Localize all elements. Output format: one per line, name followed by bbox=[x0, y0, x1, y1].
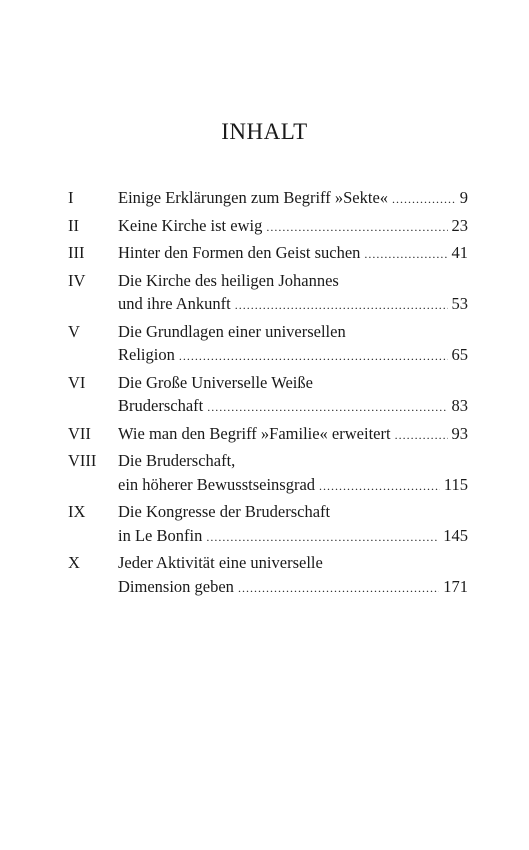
toc-entry bbox=[68, 449, 468, 498]
toc-entry bbox=[68, 320, 468, 369]
chapter-title-text: Die Große Universelle Weiße bbox=[118, 372, 313, 392]
chapter-title bbox=[118, 449, 468, 498]
page-number: 23 bbox=[451, 215, 468, 235]
chapter-title-text: Religion bbox=[118, 345, 175, 364]
chapter-title-line bbox=[118, 394, 468, 420]
chapter-title-line bbox=[118, 575, 468, 601]
chapter-title bbox=[118, 371, 468, 420]
chapter-numeral: X bbox=[68, 553, 80, 572]
toc-entry bbox=[68, 214, 468, 240]
chapter-title-line bbox=[118, 500, 468, 524]
toc-entry bbox=[68, 422, 468, 448]
chapter-title-line bbox=[118, 524, 468, 550]
chapter-title-text: Bruderschaft bbox=[118, 396, 204, 415]
dot-leader bbox=[395, 424, 448, 448]
chapter-numeral: IV bbox=[68, 270, 86, 290]
chapter-numeral: III bbox=[68, 243, 85, 262]
dot-leader bbox=[179, 345, 448, 369]
page-number: 145 bbox=[443, 525, 468, 545]
chapter-title bbox=[118, 214, 468, 240]
toc-entry bbox=[68, 500, 468, 549]
chapter-title-text: Die Kirche des heiligen Johannes bbox=[118, 270, 339, 290]
dot-leader bbox=[206, 526, 439, 550]
page-number: 83 bbox=[451, 396, 468, 415]
page-number: 41 bbox=[451, 243, 468, 262]
toc-entry bbox=[68, 186, 468, 212]
page-number: 53 bbox=[451, 294, 468, 313]
toc-entry bbox=[68, 269, 468, 318]
chapter-title-text: Jeder Aktivität eine universelle bbox=[118, 553, 323, 572]
dot-leader bbox=[392, 188, 456, 212]
chapter-title bbox=[118, 320, 468, 369]
chapter-title-text: Hinter den Formen den Geist suchen bbox=[118, 243, 361, 262]
chapter-numeral: VII bbox=[68, 423, 91, 443]
chapter-title-line bbox=[118, 269, 468, 293]
chapter-title bbox=[118, 551, 468, 600]
chapter-title-line bbox=[118, 343, 468, 369]
page-number: 115 bbox=[443, 474, 468, 494]
chapter-title bbox=[118, 422, 468, 448]
chapter-title-line bbox=[118, 292, 468, 318]
chapter-title bbox=[118, 500, 468, 549]
chapter-title-text: Dimension geben bbox=[118, 576, 234, 596]
chapter-title bbox=[118, 186, 468, 212]
chapter-title-line bbox=[118, 449, 468, 473]
dot-leader bbox=[207, 396, 447, 420]
chapter-title-line bbox=[118, 186, 468, 212]
chapter-title-text: ein höherer Bewusstseinsgrad bbox=[118, 474, 316, 494]
toc-entry bbox=[68, 551, 468, 600]
chapter-title-text: Die Kongresse der Bruderschaft bbox=[118, 502, 331, 521]
chapter-title-text: und ihre Ankunft bbox=[118, 294, 231, 313]
page-number: 93 bbox=[451, 423, 468, 443]
chapter-title bbox=[118, 269, 468, 318]
chapter-title bbox=[118, 241, 468, 267]
page-number: 171 bbox=[443, 576, 468, 596]
dot-leader bbox=[235, 294, 448, 318]
chapter-title-text: Wie man den Begriff »Familie« erweitert bbox=[118, 423, 391, 443]
chapter-title-text: Die Bruderschaft, bbox=[118, 451, 236, 470]
page-title: INHALT bbox=[221, 119, 308, 144]
dot-leader bbox=[238, 577, 439, 601]
chapter-title-text: Einige Erklärungen zum Begriff »Sekte« bbox=[118, 188, 389, 207]
chapter-numeral: V bbox=[68, 321, 80, 341]
chapter-title-text: Die Grundlagen einer universellen bbox=[118, 321, 346, 341]
chapter-numeral: II bbox=[68, 215, 79, 235]
page-number: 65 bbox=[451, 345, 468, 364]
dot-leader bbox=[364, 243, 447, 267]
chapter-title-line bbox=[118, 214, 468, 240]
toc-entry bbox=[68, 241, 468, 267]
chapter-numeral: VI bbox=[68, 372, 86, 392]
toc-entry bbox=[68, 371, 468, 420]
chapter-title-text: in Le Bonfin bbox=[118, 525, 203, 545]
chapter-title-line bbox=[118, 551, 468, 575]
chapter-title-line bbox=[118, 371, 468, 395]
dot-leader bbox=[266, 216, 447, 240]
chapter-title-line bbox=[118, 241, 468, 267]
dot-leader bbox=[319, 475, 440, 499]
chapter-title-line bbox=[118, 473, 468, 499]
chapter-title-line bbox=[118, 422, 468, 448]
page-number: 9 bbox=[459, 188, 468, 207]
chapter-numeral: I bbox=[68, 188, 74, 207]
chapter-numeral: VIII bbox=[68, 451, 97, 470]
chapter-title-text: Keine Kirche ist ewig bbox=[118, 215, 263, 235]
chapter-title-line bbox=[118, 320, 468, 344]
chapter-numeral: IX bbox=[68, 502, 86, 521]
table-of-contents bbox=[68, 186, 468, 602]
